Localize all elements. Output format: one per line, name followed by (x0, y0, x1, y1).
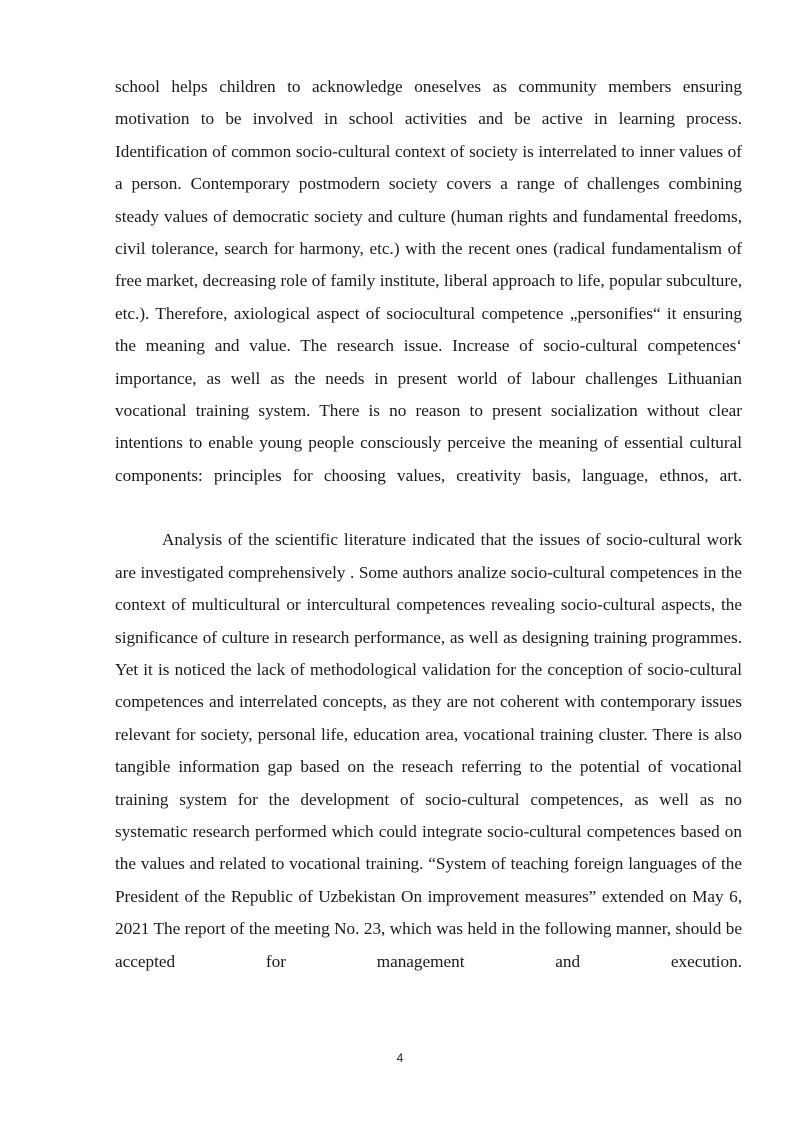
document-body (115, 71, 742, 978)
paragraph-spacer (115, 492, 742, 524)
body-paragraph: school helps children to acknowledge oneselves as community members ensuring motivation to be involved in school activities and be active in learning process. Identification of common socio-cultural context of society is interrelated to inner values of a person. Contemporary postmodern society covers a range of challenges combining steady values of democratic society and culture (human rights and fundamental freedoms, civil tolerance, search for harmony, etc.) with the recent ones (radical fundamentalism of free market, decreasing role of family institute, liberal approach to life, popular subculture, etc.). Therefore, axiological aspect of sociocultural competence „personifies“ it ensuring the meaning and value. The research issue. Increase of socio-cultural competences‘ importance, as well as the needs in present world of labour challenges Lithuanian vocational training system. There is no reason to present socialization without clear intentions to enable young people consciously perceive the meaning of essential cultural components: principles for choosing values, creativity basis, language, ethnos, art. (115, 77, 742, 485)
page-number: 4 (396, 1051, 404, 1065)
body-paragraph: Analysis of the scientific literature indicated that the issues of socio-cultural work are investigated comprehensively . Some authors analize socio-cultural competences in the context of multicultural or intercultural competences revealing socio-cultural aspects, the significance of culture in research performance, as well as designing training programmes. Yet it is noticed the lack of methodological validation for the conception of socio-cultural competences and interrelated concepts, as they are not coherent with contemporary issues relevant for society, personal life, education area, vocational training cluster. There is also tangible information gap based on the reseach referring to the potential of vocational training system for the development of socio-cultural competences, as well as no systematic research performed which could integrate socio-cultural competences based on the values and related to vocational training. “System of teaching foreign languages of the President of the Republic of Uzbekistan On improvement measures” extended on May 6, 2021 The report of the meeting No. 23, which was held in the following manner, should be accepted for management and execution. (115, 530, 742, 971)
